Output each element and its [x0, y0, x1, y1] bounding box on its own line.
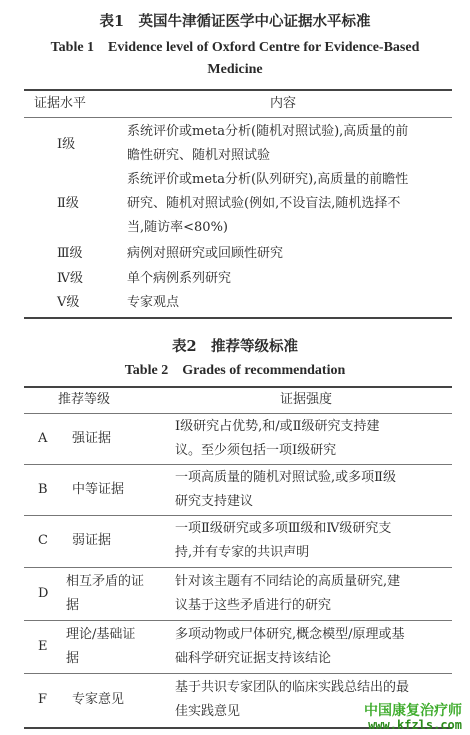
table2-strength-line: 针对该主题有不同结论的高质量研究,建	[175, 574, 401, 589]
table1-level-cell: Ⅱ级	[57, 196, 79, 211]
table2-strength-line: 持,并有专家的共识声明	[175, 545, 310, 560]
table1-content-line: 病例对照研究或回顾性研究	[127, 246, 284, 261]
table1-content-line: 单个病例系列研究	[127, 271, 232, 286]
table2-strength-line: 研究支持建议	[175, 494, 254, 509]
table2-strength-line: 多项动物或尸体研究,概念模型/原理或基	[175, 627, 405, 642]
table1-level-cell: Ⅰ级	[57, 137, 76, 152]
table1-content-line: 瞻性研究、随机对照试验	[127, 148, 271, 163]
table2-strength-line: 议。至少须包括一项Ⅰ级研究	[175, 443, 337, 458]
table1-content-line: 系统评价或meta分析(队列研究),高质量的前瞻性	[127, 172, 409, 187]
table1-content-line: 系统评价或meta分析(随机对照试验),高质量的前	[127, 124, 409, 139]
table2-header-grade: 推荐等级	[58, 392, 111, 407]
table1-level-cell: Ⅳ级	[57, 271, 83, 286]
table1-header-rule	[24, 117, 452, 118]
table2-grade-cell: B	[38, 482, 48, 497]
table1-content-line: 专家观点	[127, 295, 180, 310]
table1-caption-cn: 表1 英国牛津循证医学中心证据水平标准	[99, 13, 371, 30]
table2-header-rule	[24, 413, 452, 414]
table2-name-cell: 相互矛盾的证	[66, 574, 145, 589]
table2-header-strength: 证据强度	[280, 392, 333, 407]
table2-caption-en: Table 2 Grades of recommendation	[124, 363, 346, 378]
table2-row-divider	[24, 673, 452, 674]
watermark-text: 中国康复治疗师	[364, 703, 462, 719]
table2-name-cell-line2: 据	[66, 651, 80, 666]
table2-grade-cell: F	[38, 692, 48, 707]
watermark-url: www.kfzls.com	[368, 718, 462, 732]
table2-grade-cell: D	[38, 586, 49, 601]
table1-caption-en: Table 1 Evidence level of Oxford Centre for Evidence-Based	[50, 40, 420, 55]
table2-name-cell: 理论/基础证	[66, 627, 136, 642]
table2-strength-line: 础科学研究证据支持该结论	[175, 651, 332, 666]
table2-name-cell: 弱证据	[72, 533, 112, 548]
table2-grade-cell: A	[38, 431, 48, 446]
table1-header-content: 内容	[270, 96, 297, 111]
table2-grade-cell: E	[38, 639, 48, 654]
table1-level-cell: Ⅲ级	[57, 246, 83, 261]
table2-name-cell: 中等证据	[72, 482, 125, 497]
table2-row-divider	[24, 515, 452, 516]
table2-row-divider	[24, 464, 452, 465]
table2-strength-line: 一项高质量的随机对照试验,或多项Ⅱ级	[175, 470, 396, 485]
table1-bottom-rule	[24, 317, 452, 319]
table2-row-divider	[24, 567, 452, 568]
table1-content-line: 研究、随机对照试验(例如,不设盲法,随机选择不	[127, 196, 401, 211]
table1-level-cell: Ⅴ级	[57, 295, 80, 310]
table2-strength-line: 议基于这些矛盾进行的研究	[175, 598, 332, 613]
table1-top-rule	[24, 89, 452, 91]
table1-caption-en-line2: Medicine	[207, 62, 263, 77]
table1-content-line: 当,随访率<80%)	[127, 220, 228, 235]
table2-strength-line: Ⅰ级研究占优势,和/或Ⅱ级研究支持建	[175, 419, 380, 434]
table2-caption-cn: 表2 推荐等级标准	[171, 338, 299, 355]
table2-strength-line: 一项Ⅱ级研究或多项Ⅲ级和Ⅳ级研究支	[175, 521, 392, 536]
table2-grade-cell: C	[38, 533, 48, 548]
table2-row-divider	[24, 620, 452, 621]
table2-strength-line: 基于共识专家团队的临床实践总结出的最	[175, 680, 410, 695]
table2-name-cell-line2: 据	[66, 598, 80, 613]
table2-name-cell: 强证据	[72, 431, 112, 446]
table1-header-level: 证据水平	[34, 96, 87, 111]
table2-name-cell: 专家意见	[72, 692, 125, 707]
table2-strength-line: 佳实践意见	[175, 704, 241, 719]
